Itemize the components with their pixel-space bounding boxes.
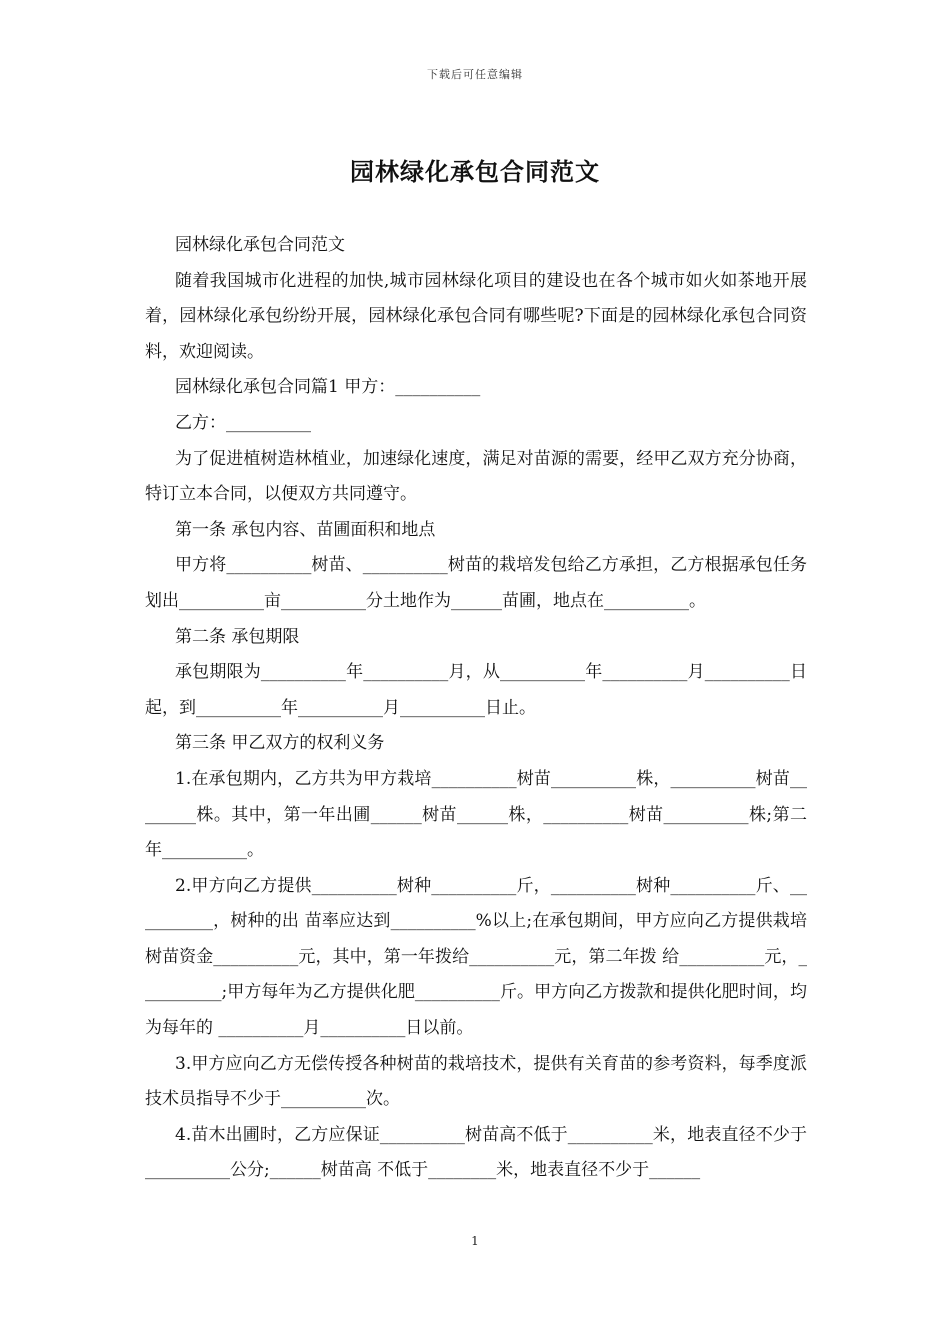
article-3-clause-4: 4.苗木出圃时，乙方应保证__________树苗高不低于__________米，地表直径不少于__________公分;______树苗高 不低于________米，地表直径不少于______ (145, 1124, 807, 1181)
party-b-line: 乙方：__________ (175, 412, 311, 433)
intro-paragraph: 随着我国城市化进程的加快,城市园林绿化项目的建设也在各个城市如火如茶地开展着，园林绿化承包纷纷开展，园林绿化承包合同有哪些呢?下面是的园林绿化承包合同资料，欢迎阅读。 (145, 270, 807, 362)
party-a-line: 园林绿化承包合同篇1 甲方：__________ (175, 377, 481, 398)
document-title: 园林绿化承包合同范文 (350, 157, 600, 186)
intro-heading: 园林绿化承包合同范文 (175, 235, 345, 255)
article-2-heading: 第二条 承包期限 (175, 626, 300, 647)
article-3-clause-3: 3.甲方应向乙方无偿传授各种树苗的栽培技术，提供有关育苗的参考资料，每季度派技术员指导不少于__________次。 (145, 1053, 807, 1110)
article-3-clause-1: 1.在承包期内，乙方共为甲方栽培__________树苗__________株，__________树苗________株。其中，第一年出圃______树苗______株，__________树苗__________株;第二年__________。 (145, 768, 807, 861)
document-body (145, 228, 807, 1189)
purpose-paragraph: 为了促进植树造林植业，加速绿化速度，满足对苗源的需要，经甲乙双方充分协商，特订立本合同，以便双方共同遵守。 (145, 448, 807, 505)
page-number: 1 (471, 1234, 479, 1248)
article-3-clause-2: 2.甲方向乙方提供__________树种__________斤，__________树种__________斤、__________，树种的出 苗率应达到__________%以上;在承包期间，甲方应向乙方提供栽培树苗资金__________元，其中，第一年拨给__________元，第二年拨 给__________元，__________;甲方每年为乙方提供化肥__________斤。甲方向乙方拨款和提供化肥时间，均为每年的 __________月__________日以前。 (145, 875, 807, 1039)
article-1-body: 甲方将__________树苗、__________树苗的栽培发包给乙方承担，乙方根据承包任务划出__________亩__________分土地作为______苗圃，地点在__________。 (145, 555, 807, 611)
header-note: 下载后可任意编辑 (427, 68, 523, 81)
article-2-body: 承包期限为__________年__________月，从__________年__________月__________日起，到__________年__________月__________日止。 (145, 662, 807, 718)
article-3-heading: 第三条 甲乙双方的权利义务 (175, 733, 385, 754)
article-1-heading: 第一条 承包内容、苗圃面积和地点 (175, 519, 436, 540)
